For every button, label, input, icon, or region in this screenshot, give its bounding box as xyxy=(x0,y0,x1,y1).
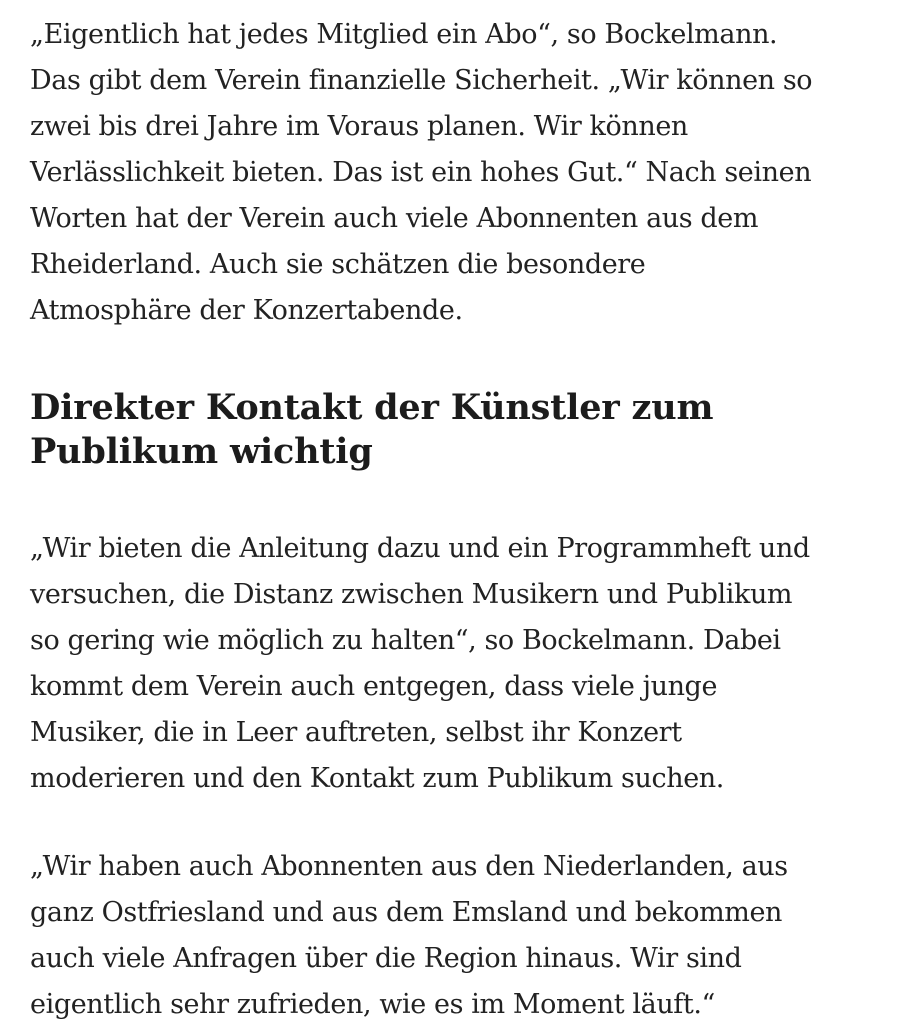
paragraph-line: Verlässlichkeit bieten. Das ist ein hohes Gut.“ Nach seinen xyxy=(30,157,812,188)
paragraph-line: Worten hat der Verein auch viele Abonnenten aus dem xyxy=(30,203,759,234)
paragraph-line: kommt dem Verein auch entgegen, dass viele junge xyxy=(30,671,718,702)
paragraph-line: versuchen, die Distanz zwischen Musikern und Publikum xyxy=(30,579,793,610)
paragraph-line: „Wir haben auch Abonnenten aus den Niederlanden, aus xyxy=(30,851,788,882)
section-heading xyxy=(30,386,910,474)
paragraph-line: so gering wie möglich zu halten“, so Bockelmann. Dabei xyxy=(30,625,781,656)
paragraph-line: „Wir bieten die Anleitung dazu und ein Programmheft und xyxy=(30,533,810,564)
paragraph-line: eigentlich sehr zufrieden, wie es im Moment läuft.“ xyxy=(30,989,715,1020)
paragraph-line: Atmosphäre der Konzertabende. xyxy=(30,295,463,326)
paragraph-line: zwei bis drei Jahre im Voraus planen. Wir können xyxy=(30,111,688,142)
paragraph-line: Das gibt dem Verein finanzielle Sicherheit. „Wir können so xyxy=(30,65,813,96)
heading-line: Direkter Kontakt der Künstler zum xyxy=(30,387,714,428)
paragraph-line: moderieren und den Kontakt zum Publikum suchen. xyxy=(30,763,724,794)
paragraph-line: Musiker, die in Leer auftreten, selbst ihr Konzert xyxy=(30,717,682,748)
heading-line: Publikum wichtig xyxy=(30,431,373,472)
paragraph-line: „Eigentlich hat jedes Mitglied ein Abo“, so Bockelmann. xyxy=(30,19,778,50)
article-body xyxy=(30,12,910,1028)
paragraph-line: Rheiderland. Auch sie schätzen die besondere xyxy=(30,249,646,280)
paragraph-3 xyxy=(30,844,910,1028)
paragraph-line: ganz Ostfriesland und aus dem Emsland und bekommen xyxy=(30,897,783,928)
paragraph-1 xyxy=(30,12,910,334)
paragraph-line: auch viele Anfragen über die Region hinaus. Wir sind xyxy=(30,943,742,974)
paragraph-2 xyxy=(30,526,910,802)
